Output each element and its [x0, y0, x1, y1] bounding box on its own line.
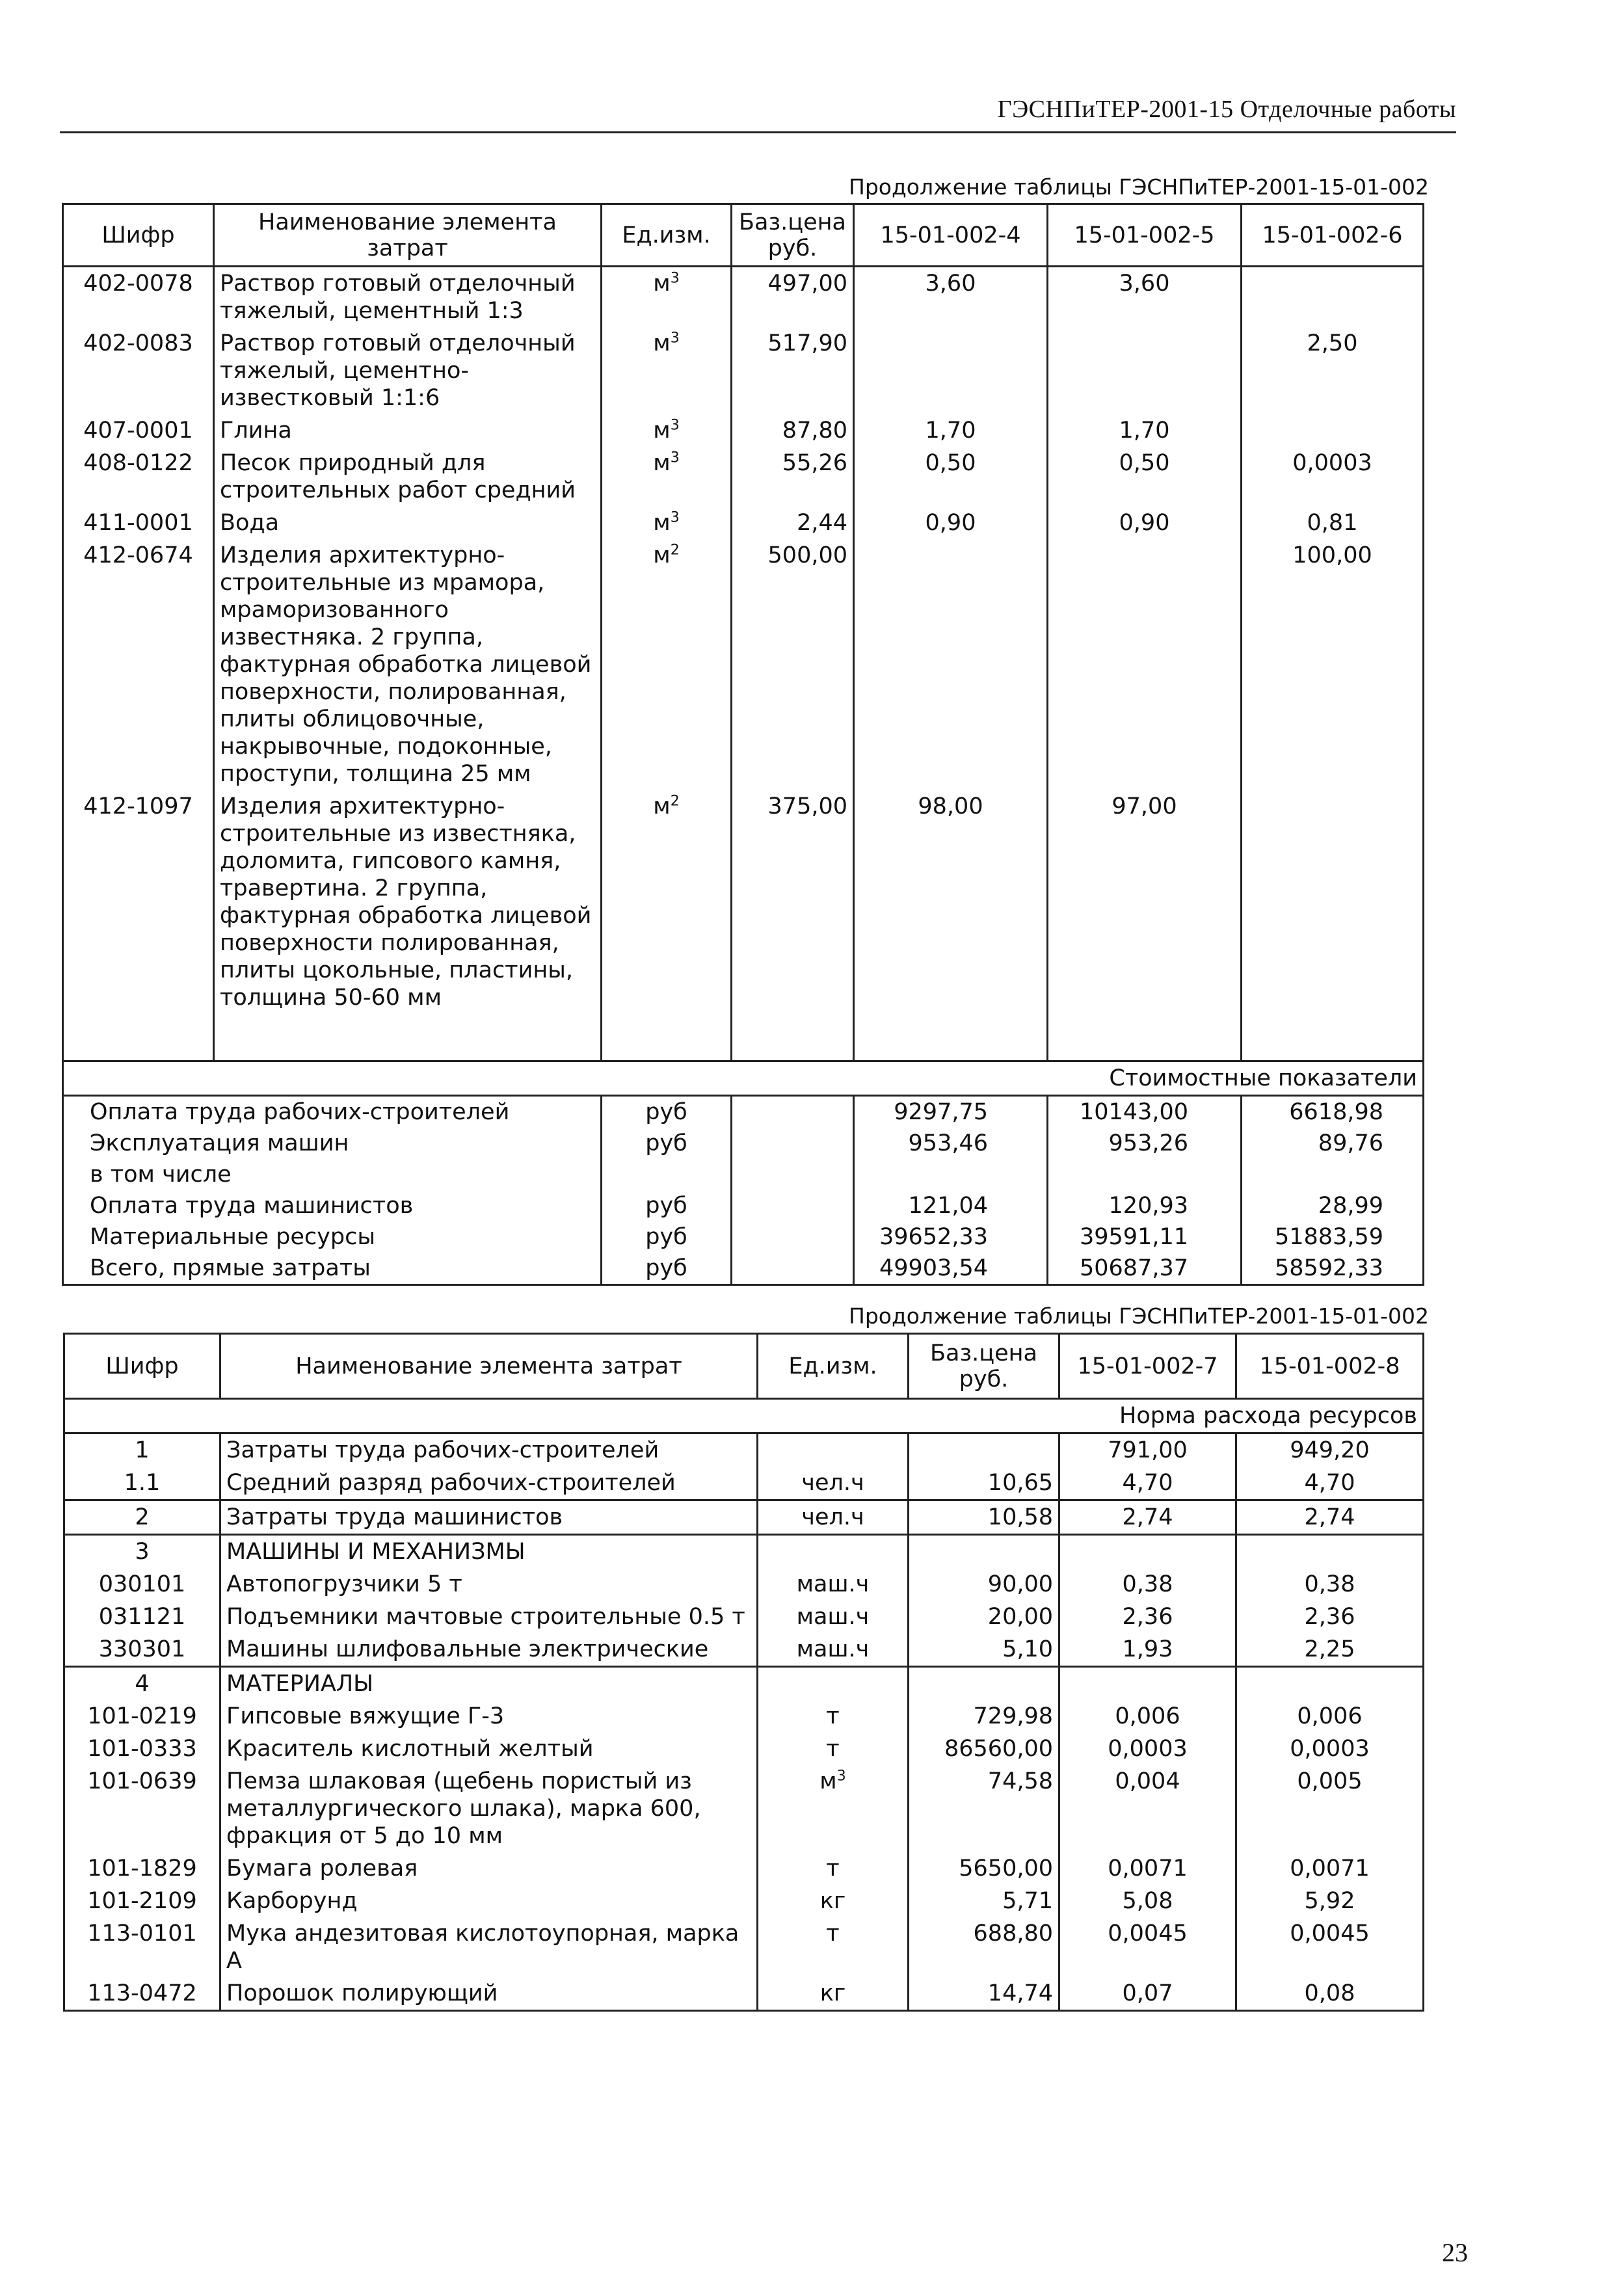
summary-15-01-002-4: [854, 1159, 1048, 1190]
value-15-01-002-7: [1059, 1535, 1236, 1569]
base-price: 74,58: [909, 1765, 1059, 1852]
value-15-01-002-4: 0,90: [854, 507, 1048, 539]
unit-exponent: 3: [670, 417, 680, 434]
resource-name: Порошок полирующий: [220, 1977, 758, 2011]
resource-unit: [758, 1601, 909, 1633]
value-15-01-002-7: 0,0045: [1059, 1917, 1236, 1977]
unit-text: т: [826, 1703, 840, 1729]
value-15-01-002-8: 2,25: [1236, 1633, 1424, 1667]
unit-text: м: [653, 330, 671, 356]
col-15-01-002-7: 15-01-002-7: [1059, 1334, 1236, 1399]
value-15-01-002-8: 0,005: [1236, 1765, 1424, 1852]
summary-15-01-002-6: [1242, 1159, 1424, 1190]
resource-code: 101-2109: [64, 1885, 220, 1917]
resource-code: 412-1097: [63, 790, 214, 1050]
table-row: [64, 1633, 1424, 1667]
resource-unit: [758, 1500, 909, 1535]
resource-name: Автопогрузчики 5 т: [220, 1568, 758, 1601]
unit-text: маш.ч: [796, 1636, 870, 1662]
spacer-cell: [1242, 1050, 1424, 1061]
table-row: [64, 1765, 1424, 1852]
summary-15-01-002-4: 953,46: [854, 1128, 1048, 1159]
value-15-01-002-4: [854, 327, 1048, 414]
value-15-01-002-6: 0,0003: [1242, 447, 1424, 507]
summary-label: Оплата труда машинистов: [63, 1190, 602, 1221]
resource-unit: [602, 267, 732, 328]
base-price: 90,00: [909, 1568, 1059, 1601]
value-15-01-002-5: 0,50: [1048, 447, 1242, 507]
table-row: [64, 1433, 1424, 1467]
unit-text: чел.ч: [801, 1504, 864, 1530]
table-row: [64, 1977, 1424, 2011]
resource-name: Мука андезитовая кислотоупорная, марка А: [220, 1917, 758, 1977]
spacer-cell: [732, 1050, 854, 1061]
summary-15-01-002-6: 89,76: [1242, 1128, 1424, 1159]
value-15-01-002-8: 0,08: [1236, 1977, 1424, 2011]
table1-continuation-caption: Продолжение таблицы ГЭСНПиТЕР-2001-15-01-002: [849, 174, 1430, 200]
summary-15-01-002-4: 49903,54: [854, 1253, 1048, 1285]
table-row: [64, 1467, 1424, 1500]
base-price: 517,90: [732, 327, 854, 414]
col-name: Наименование элемента затрат: [220, 1334, 758, 1399]
resource-name: МАШИНЫ И МЕХАНИЗМЫ: [220, 1535, 758, 1569]
unit-text: кг: [819, 1888, 846, 1914]
table-row: [64, 1917, 1424, 1977]
summary-blank: [732, 1159, 854, 1190]
base-price: 10,65: [909, 1467, 1059, 1500]
resource-code: 411-0001: [63, 507, 214, 539]
summary-unit: руб: [602, 1221, 732, 1253]
resource-unit: [758, 1917, 909, 1977]
summary-15-01-002-4: 9297,75: [854, 1095, 1048, 1128]
unit-text: маш.ч: [796, 1571, 870, 1597]
summary-blank: [732, 1221, 854, 1253]
summary-15-01-002-5: 953,26: [1048, 1128, 1242, 1159]
unit-text: кг: [819, 1980, 846, 2006]
value-15-01-002-7: 0,0003: [1059, 1733, 1236, 1765]
unit-exponent: 2: [670, 793, 680, 810]
summary-15-01-002-5: 10143,00: [1048, 1095, 1242, 1128]
summary-blank: [732, 1095, 854, 1128]
resource-code: 030101: [64, 1568, 220, 1601]
resource-code: 101-0219: [64, 1700, 220, 1733]
summary-15-01-002-5: 39591,11: [1048, 1221, 1242, 1253]
base-price: [909, 1667, 1059, 1701]
value-15-01-002-7: 0,0071: [1059, 1852, 1236, 1885]
table-row: [64, 1733, 1424, 1765]
summary-15-01-002-6: 6618,98: [1242, 1095, 1424, 1128]
resource-name: Раствор готовый отделочный тяжелый, цементно-известковый 1:1:6: [214, 327, 602, 414]
resource-name: Раствор готовый отделочный тяжелый, цементный 1:3: [214, 267, 602, 328]
resource-code: 2: [64, 1500, 220, 1535]
value-15-01-002-4: 0,50: [854, 447, 1048, 507]
value-15-01-002-4: [854, 539, 1048, 790]
resource-unit: [758, 1467, 909, 1500]
summary-row: [63, 1221, 1424, 1253]
resource-code: 113-0472: [64, 1977, 220, 2011]
resource-unit: [602, 447, 732, 507]
resource-unit: [758, 1667, 909, 1701]
unit-text: м: [653, 510, 671, 536]
summary-row: [63, 1128, 1424, 1159]
unit-text: маш.ч: [796, 1604, 870, 1630]
value-15-01-002-8: [1236, 1667, 1424, 1701]
table-row: [63, 790, 1424, 1050]
resource-unit: [758, 1852, 909, 1885]
value-15-01-002-7: 791,00: [1059, 1433, 1236, 1467]
summary-row: [63, 1253, 1424, 1285]
resource-code: 101-0639: [64, 1765, 220, 1852]
col-unit: Ед.изм.: [602, 204, 732, 267]
resource-table-1: [62, 203, 1424, 1286]
summary-label: в том числе: [63, 1159, 602, 1190]
resource-name: Гипсовые вяжущие Г-3: [220, 1700, 758, 1733]
resource-name: Затраты труда машинистов: [220, 1500, 758, 1535]
table-row: [64, 1885, 1424, 1917]
summary-15-01-002-4: 121,04: [854, 1190, 1048, 1221]
col-15-01-002-5: 15-01-002-5: [1048, 204, 1242, 267]
base-price: 5,10: [909, 1633, 1059, 1667]
value-15-01-002-7: 1,93: [1059, 1633, 1236, 1667]
summary-15-01-002-6: 58592,33: [1242, 1253, 1424, 1285]
summary-row: [63, 1095, 1424, 1128]
value-15-01-002-8: [1236, 1535, 1424, 1569]
summary-row: [63, 1190, 1424, 1221]
resource-unit: [758, 1765, 909, 1852]
resource-name: МАТЕРИАЛЫ: [220, 1667, 758, 1701]
value-15-01-002-4: 98,00: [854, 790, 1048, 1050]
value-15-01-002-8: 949,20: [1236, 1433, 1424, 1467]
unit-text: т: [826, 1856, 840, 1882]
table-row: [63, 539, 1424, 790]
summary-label: Материальные ресурсы: [63, 1221, 602, 1253]
resource-code: 031121: [64, 1601, 220, 1633]
value-15-01-002-7: 5,08: [1059, 1885, 1236, 1917]
col-15-01-002-6: 15-01-002-6: [1242, 204, 1424, 267]
unit-exponent: 3: [670, 449, 680, 466]
summary-blank: [732, 1253, 854, 1285]
resource-name: Пемза шлаковая (щебень пористый из металлургического шлака), марка 600, фракция от 5 до 10 мм: [220, 1765, 758, 1852]
resource-code: 1: [64, 1433, 220, 1467]
table-row: [63, 507, 1424, 539]
resource-name: Песок природный для строительных работ средний: [214, 447, 602, 507]
value-15-01-002-6: [1242, 267, 1424, 328]
value-15-01-002-8: 2,74: [1236, 1500, 1424, 1535]
value-15-01-002-6: [1242, 790, 1424, 1050]
summary-unit: руб: [602, 1128, 732, 1159]
value-15-01-002-6: [1242, 414, 1424, 447]
value-15-01-002-4: 1,70: [854, 414, 1048, 447]
resource-name: Средний разряд рабочих-строителей: [220, 1467, 758, 1500]
resource-code: 412-0674: [63, 539, 214, 790]
resource-unit: [758, 1535, 909, 1569]
table-row: [64, 1700, 1424, 1733]
resource-code: 113-0101: [64, 1917, 220, 1977]
table-row: [63, 267, 1424, 328]
value-15-01-002-7: 0,07: [1059, 1977, 1236, 2011]
resource-unit: [758, 1433, 909, 1467]
resource-unit: [758, 1977, 909, 2011]
resource-name: Затраты труда рабочих-строителей: [220, 1433, 758, 1467]
col-price: Баз.цена руб.: [909, 1334, 1059, 1399]
resource-name: Бумага ролевая: [220, 1852, 758, 1885]
value-15-01-002-8: 0,0071: [1236, 1852, 1424, 1885]
resource-unit: [602, 327, 732, 414]
unit-text: м: [653, 450, 671, 476]
band-row: [63, 1061, 1424, 1095]
summary-blank: [732, 1190, 854, 1221]
value-15-01-002-6: 0,81: [1242, 507, 1424, 539]
summary-15-01-002-5: 120,93: [1048, 1190, 1242, 1221]
base-price: 55,26: [732, 447, 854, 507]
table-row: [63, 414, 1424, 447]
value-15-01-002-8: 5,92: [1236, 1885, 1424, 1917]
value-15-01-002-7: 2,36: [1059, 1601, 1236, 1633]
resource-unit: [602, 414, 732, 447]
spacer-cell: [63, 1050, 214, 1061]
spacer-cell: [602, 1050, 732, 1061]
resource-code: 4: [64, 1667, 220, 1701]
resource-code: 101-1829: [64, 1852, 220, 1885]
resource-name: Машины шлифовальные электрические: [220, 1633, 758, 1667]
resource-unit: [602, 790, 732, 1050]
spacer-cell: [214, 1050, 602, 1061]
base-price: 5650,00: [909, 1852, 1059, 1885]
summary-unit: руб: [602, 1190, 732, 1221]
unit-exponent: 3: [670, 330, 680, 347]
table-row: [64, 1667, 1424, 1701]
summary-15-01-002-5: 50687,37: [1048, 1253, 1242, 1285]
base-price: 729,98: [909, 1700, 1059, 1733]
summary-15-01-002-4: 39652,33: [854, 1221, 1048, 1253]
col-15-01-002-4: 15-01-002-4: [854, 204, 1048, 267]
value-15-01-002-5: [1048, 327, 1242, 414]
resource-code: 330301: [64, 1633, 220, 1667]
resource-unit: [758, 1568, 909, 1601]
resource-table-2: [63, 1333, 1424, 2012]
base-price: 375,00: [732, 790, 854, 1050]
table-row: [64, 1568, 1424, 1601]
value-15-01-002-5: 97,00: [1048, 790, 1242, 1050]
unit-exponent: 3: [670, 509, 680, 526]
resource-name: Глина: [214, 414, 602, 447]
value-15-01-002-6: 100,00: [1242, 539, 1424, 790]
value-15-01-002-4: 3,60: [854, 267, 1048, 328]
resource-unit: [602, 507, 732, 539]
col-price: Баз.цена руб.: [732, 204, 854, 267]
base-price: 20,00: [909, 1601, 1059, 1633]
table-row: [64, 1535, 1424, 1569]
col-name: Наименование элемента затрат: [214, 204, 602, 267]
resource-code: 402-0083: [63, 327, 214, 414]
unit-exponent: 3: [670, 270, 680, 287]
table-row: [64, 1852, 1424, 1885]
unit-exponent: 3: [836, 1768, 846, 1785]
resource-name: Карборунд: [220, 1885, 758, 1917]
value-15-01-002-7: 0,004: [1059, 1765, 1236, 1852]
table-row: [64, 1601, 1424, 1633]
base-price: [909, 1433, 1059, 1467]
resource-name: Изделия архитектурно-строительные из мрамора, мраморизованного известняка. 2 группа, фактурная обработка лицевой поверхности, полированная, плиты облицовочные, накрывочные, подоконные, проступи, толщина 25 мм: [214, 539, 602, 790]
base-price: 688,80: [909, 1917, 1059, 1977]
spacer-cell: [1048, 1050, 1242, 1061]
unit-text: т: [826, 1736, 840, 1762]
summary-unit: руб: [602, 1253, 732, 1285]
resource-unit: [758, 1885, 909, 1917]
table-row: [63, 327, 1424, 414]
value-15-01-002-7: 4,70: [1059, 1467, 1236, 1500]
value-15-01-002-7: 0,006: [1059, 1700, 1236, 1733]
summary-15-01-002-6: 51883,59: [1242, 1221, 1424, 1253]
spacer-row: [63, 1050, 1424, 1061]
summary-15-01-002-6: 28,99: [1242, 1190, 1424, 1221]
resource-code: 407-0001: [63, 414, 214, 447]
summary-row: [63, 1159, 1424, 1190]
base-price: [909, 1535, 1059, 1569]
value-15-01-002-7: 0,38: [1059, 1568, 1236, 1601]
value-15-01-002-5: 0,90: [1048, 507, 1242, 539]
running-header: [60, 91, 1456, 133]
unit-text: чел.ч: [801, 1470, 864, 1496]
spacer-cell: [854, 1050, 1048, 1061]
summary-label: Эксплуатация машин: [63, 1128, 602, 1159]
value-15-01-002-7: [1059, 1667, 1236, 1701]
summary-unit: руб: [602, 1095, 732, 1128]
value-15-01-002-8: 0,38: [1236, 1568, 1424, 1601]
base-price: 86560,00: [909, 1733, 1059, 1765]
table-row: [64, 1500, 1424, 1535]
value-15-01-002-5: 3,60: [1048, 267, 1242, 328]
page-number: 23: [1442, 2238, 1468, 2267]
resource-unit: [758, 1733, 909, 1765]
cost-indicators-band: Стоимостные показатели: [63, 1061, 1424, 1095]
resource-code: 408-0122: [63, 447, 214, 507]
resource-norm-band: Норма расхода ресурсов: [64, 1399, 1424, 1433]
value-15-01-002-8: 2,36: [1236, 1601, 1424, 1633]
unit-text: м: [819, 1768, 837, 1794]
base-price: 500,00: [732, 539, 854, 790]
base-price: 5,71: [909, 1885, 1059, 1917]
resource-name: Краситель кислотный желтый: [220, 1733, 758, 1765]
value-15-01-002-8: 0,0003: [1236, 1733, 1424, 1765]
unit-text: м: [653, 418, 671, 444]
col-unit: Ед.изм.: [758, 1334, 909, 1399]
table2-continuation-caption: Продолжение таблицы ГЭСНПиТЕР-2001-15-01-002: [849, 1303, 1430, 1329]
value-15-01-002-8: 0,0045: [1236, 1917, 1424, 1977]
summary-15-01-002-5: [1048, 1159, 1242, 1190]
unit-text: м: [653, 271, 671, 297]
unit-text: м: [653, 793, 671, 819]
col-code: Шифр: [64, 1334, 220, 1399]
base-price: 2,44: [732, 507, 854, 539]
resource-name: Изделия архитектурно-строительные из известняка, доломита, гипсового камня, травертина. 2 группа, фактурная обработка лицевой поверхности полированная, плиты цокольные, пластины, толщина 50-60 мм: [214, 790, 602, 1050]
summary-label: Всего, прямые затраты: [63, 1253, 602, 1285]
unit-exponent: 2: [670, 542, 680, 559]
resource-code: 402-0078: [63, 267, 214, 328]
base-price: 14,74: [909, 1977, 1059, 2011]
summary-unit: [602, 1159, 732, 1190]
col-15-01-002-8: 15-01-002-8: [1236, 1334, 1424, 1399]
summary-blank: [732, 1128, 854, 1159]
unit-text: м: [653, 542, 671, 568]
resource-name: Подъемники мачтовые строительные 0.5 т: [220, 1601, 758, 1633]
value-15-01-002-7: 2,74: [1059, 1500, 1236, 1535]
base-price: 87,80: [732, 414, 854, 447]
value-15-01-002-5: 1,70: [1048, 414, 1242, 447]
value-15-01-002-5: [1048, 539, 1242, 790]
unit-text: т: [826, 1921, 840, 1947]
header-title: ГЭСНПиТЕР-2001-15 Отделочные работы: [997, 96, 1456, 123]
resource-code: 101-0333: [64, 1733, 220, 1765]
table-row: [63, 447, 1424, 507]
resource-unit: [602, 539, 732, 790]
value-15-01-002-6: 2,50: [1242, 327, 1424, 414]
base-price: 497,00: [732, 267, 854, 328]
summary-label: Оплата труда рабочих-строителей: [63, 1095, 602, 1128]
value-15-01-002-8: 4,70: [1236, 1467, 1424, 1500]
resource-unit: [758, 1633, 909, 1667]
resource-code: 1.1: [64, 1467, 220, 1500]
base-price: 10,58: [909, 1500, 1059, 1535]
resource-unit: [758, 1700, 909, 1733]
band-row: [64, 1399, 1424, 1433]
col-code: Шифр: [63, 204, 214, 267]
value-15-01-002-8: 0,006: [1236, 1700, 1424, 1733]
resource-code: 3: [64, 1535, 220, 1569]
resource-name: Вода: [214, 507, 602, 539]
